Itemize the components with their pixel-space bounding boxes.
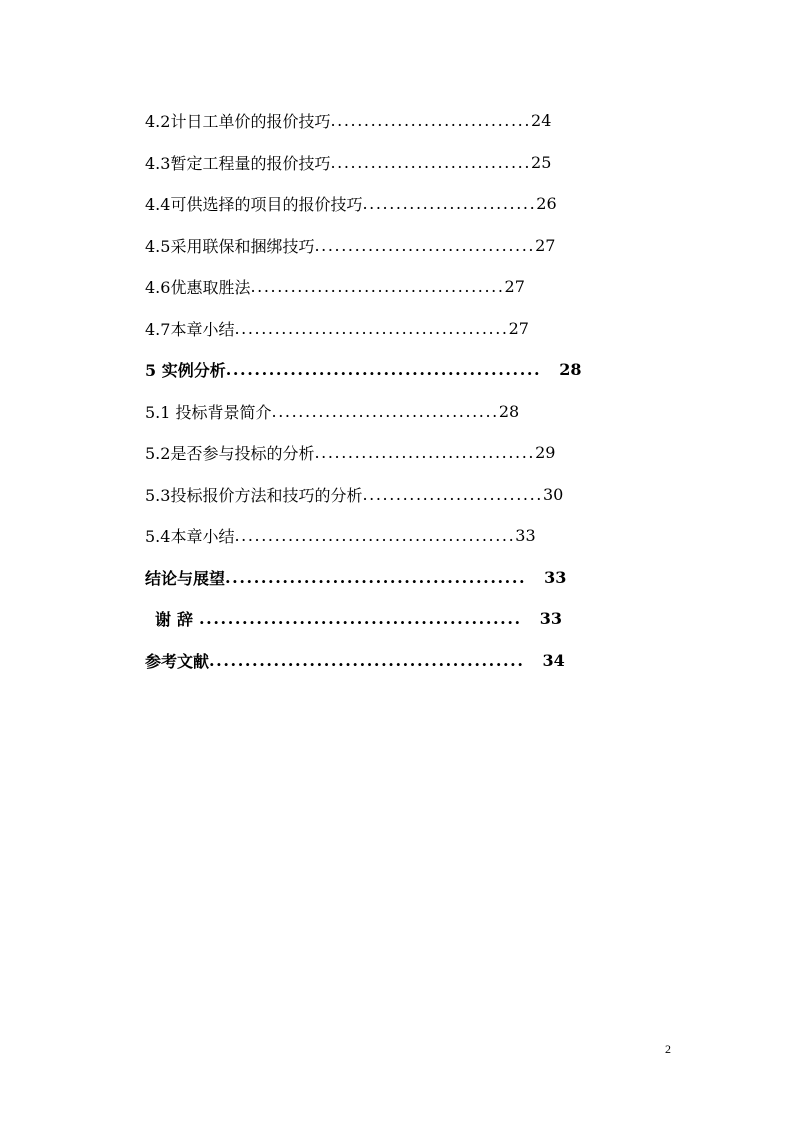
toc-entry-title: 5.2是否参与投标的分析 (145, 444, 315, 464)
toc-dot-leader: ................................. (314, 443, 536, 463)
toc-entry-page: 26 (536, 194, 557, 214)
toc-dot-leader: ................................. (314, 235, 536, 255)
toc-dot-leader: ......................................... (234, 318, 509, 338)
toc-entry-title: 4.3暂定工程量的报价技巧 (145, 153, 331, 173)
toc-chapter-entry[interactable] (145, 598, 675, 640)
table-of-contents (145, 100, 675, 681)
toc-entry-title: 5.4本章小结 (145, 527, 235, 547)
toc-dot-leader: ............................................ (209, 650, 525, 670)
toc-entry-title: 4.4可供选择的项目的报价技巧 (145, 195, 363, 215)
toc-entry[interactable] (145, 432, 675, 474)
toc-entry-title: 4.5采用联保和捆绑技巧 (145, 236, 315, 256)
toc-entry[interactable] (145, 474, 675, 516)
toc-entry-title: 4.2计日工单价的报价技巧 (145, 112, 331, 132)
toc-entry[interactable] (145, 308, 675, 350)
toc-entry-page: 24 (531, 111, 552, 131)
toc-dot-leader: .................................. (271, 401, 499, 421)
toc-dot-leader: ...................................... (250, 277, 505, 297)
toc-chapter-entry[interactable] (145, 557, 675, 599)
toc-entry-page: 33 (539, 609, 562, 629)
toc-entry-page: 27 (508, 318, 529, 338)
toc-dot-leader: ............................................. (199, 609, 522, 629)
toc-entry-title: 5.1 投标背景简介 (145, 402, 272, 422)
toc-dot-leader: .............................. (330, 152, 532, 172)
toc-entry-page: 29 (535, 443, 556, 463)
toc-chapter-entry[interactable] (145, 640, 675, 682)
toc-entry-page: 28 (559, 360, 582, 380)
toc-dot-leader: .......................................... (225, 567, 527, 587)
toc-dot-leader: ........................... (362, 484, 543, 504)
toc-entry-title: 结论与展望 (145, 568, 226, 588)
toc-entry-title: 参考文献 (145, 651, 210, 671)
toc-entry-title: 4.7本章小结 (145, 319, 235, 339)
toc-entry-page: 25 (531, 152, 552, 172)
toc-entry-title: 5.3投标报价方法和技巧的分析 (145, 485, 363, 505)
toc-entry-page: 30 (542, 484, 564, 504)
toc-entry[interactable] (145, 515, 675, 557)
toc-entry[interactable] (145, 100, 675, 142)
toc-entry-title: 5 实例分析 (145, 361, 226, 381)
toc-entry[interactable] (145, 142, 675, 184)
toc-entry-page: 28 (498, 401, 520, 421)
toc-entry[interactable] (145, 266, 675, 308)
toc-entry[interactable] (145, 391, 675, 433)
toc-entry-title: 谢辞 (155, 610, 200, 630)
toc-entry-page: 34 (542, 650, 565, 670)
toc-dot-leader: ............................................ (225, 360, 542, 380)
toc-entry-title: 4.6优惠取胜法 (145, 278, 251, 298)
toc-entry-page: 27 (504, 277, 525, 297)
toc-dot-leader: .......................... (362, 194, 537, 214)
toc-chapter-entry[interactable] (145, 349, 675, 391)
toc-entry[interactable] (145, 225, 675, 267)
toc-entry-page: 33 (515, 526, 536, 546)
toc-entry[interactable] (145, 183, 675, 225)
toc-entry-page: 27 (535, 235, 556, 255)
page-number: 2 (665, 1042, 671, 1056)
toc-dot-leader: .......................................... (234, 526, 516, 546)
toc-entry-page: 33 (544, 567, 567, 587)
toc-dot-leader: .............................. (330, 111, 532, 131)
